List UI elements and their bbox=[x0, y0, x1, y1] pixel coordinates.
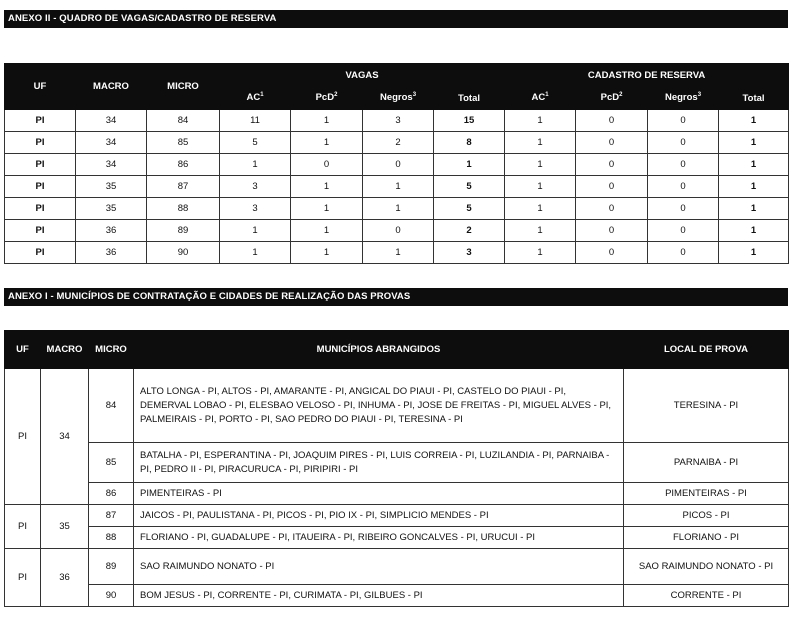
municipios-cell: JAICOS - PI, PAULISTANA - PI, PICOS - PI, PIO IX - PI, SIMPLICIO MENDES - PI bbox=[134, 505, 624, 527]
col-macro: MACRO bbox=[41, 331, 89, 369]
col-cadastro-ac: $AC^1$ bbox=[505, 87, 576, 110]
col-uf: UF bbox=[5, 64, 76, 110]
table-row bbox=[5, 585, 789, 607]
col-vagas-ac: $AC^1$ bbox=[220, 87, 291, 110]
anexo2-title: ANEXO II - QUADRO DE VAGAS/CADASTRO DE RESERVA bbox=[4, 10, 788, 28]
municipios-cell: PIMENTEIRAS - PI bbox=[134, 483, 624, 505]
local-cell: PIMENTEIRAS - PI bbox=[624, 483, 789, 505]
local-cell: TERESINA - PI bbox=[624, 369, 789, 443]
col-cadastro-negros: Negros$^3$ bbox=[648, 87, 719, 110]
anexo1-title: ANEXO I - MUNICÍPIOS DE CONTRATAÇÃO E CIDADES DE REALIZAÇÃO DAS PROVAS bbox=[4, 288, 788, 306]
local-cell: SAO RAIMUNDO NONATO - PI bbox=[624, 549, 789, 585]
micro-cell: 86 bbox=[89, 483, 134, 505]
col-uf: UF bbox=[5, 331, 41, 369]
municipios-cell: ALTO LONGA - PI, ALTOS - PI, AMARANTE - PI, ANGICAL DO PIAUI - PI, CASTELO DO PIAUI - PI, DEMERVAL LOBAO - PI, ELESBAO VELOSO - PI, INHUMA - PI, JOSE DE FREITAS - PI, MIGUEL ALVES - PI, PALMEIRAIS - PI, PORTO - PI, SAO PEDRO DO PIAUI - PI, TERESINA - PI bbox=[134, 369, 624, 443]
col-vagas-pcd: PcD$^2$ bbox=[291, 87, 363, 110]
municipios-cell: FLORIANO - PI, GUADALUPE - PI, ITAUEIRA - PI, RIBEIRO GONCALVES - PI, URUCUI - PI bbox=[134, 527, 624, 549]
col-vagas-total: Total bbox=[434, 87, 505, 110]
micro-cell: 85 bbox=[89, 443, 134, 483]
macro-cell: 35 bbox=[41, 505, 89, 549]
micro-cell: 90 bbox=[89, 585, 134, 607]
municipios-cell: SAO RAIMUNDO NONATO - PI bbox=[134, 549, 624, 585]
macro-cell: 34 bbox=[41, 369, 89, 505]
col-micro: MICRO bbox=[89, 331, 134, 369]
local-cell: FLORIANO - PI bbox=[624, 527, 789, 549]
local-cell: PARNAIBA - PI bbox=[624, 443, 789, 483]
uf-cell: PI bbox=[5, 369, 41, 505]
micro-cell: 87 bbox=[89, 505, 134, 527]
col-cadastro-total: Total bbox=[719, 87, 789, 110]
table-row: PI 34 86 1 0 0 1 1 0 0 1 bbox=[5, 154, 789, 176]
local-cell: PICOS - PI bbox=[624, 505, 789, 527]
table-row bbox=[5, 549, 789, 585]
municipios-cell: BOM JESUS - PI, CORRENTE - PI, CURIMATA - PI, GILBUES - PI bbox=[134, 585, 624, 607]
vagas-table bbox=[4, 63, 789, 264]
micro-cell: 88 bbox=[89, 527, 134, 549]
table-row bbox=[5, 443, 789, 483]
col-municipios: MUNICÍPIOS ABRANGIDOS bbox=[134, 331, 624, 369]
col-group-cadastro: CADASTRO DE RESERVA bbox=[505, 64, 789, 87]
table-row: PI 35 87 3 1 1 5 1 0 0 1 bbox=[5, 176, 789, 198]
col-cadastro-pcd: PcD$^2$ bbox=[576, 87, 648, 110]
table-row: PI 34 85 5 1 2 8 1 0 0 1 bbox=[5, 132, 789, 154]
municipios-cell: BATALHA - PI, ESPERANTINA - PI, JOAQUIM PIRES - PI, LUIS CORREIA - PI, LUZILANDIA - PI, PARNAIBA - PI, PEDRO II - PI, PIRACURUCA - PI, PIRIPIRI - PI bbox=[134, 443, 624, 483]
table-row bbox=[5, 369, 789, 443]
col-local-prova: LOCAL DE PROVA bbox=[624, 331, 789, 369]
table-row bbox=[5, 483, 789, 505]
col-micro: MICRO bbox=[147, 64, 220, 110]
uf-cell: PI bbox=[5, 505, 41, 549]
municipios-table bbox=[4, 330, 789, 607]
col-vagas-negros: Negros$^3$ bbox=[363, 87, 434, 110]
uf-cell: PI bbox=[5, 549, 41, 607]
table-row: PI 36 89 1 1 0 2 1 0 0 1 bbox=[5, 220, 789, 242]
col-group-vagas: VAGAS bbox=[220, 64, 505, 87]
table-row: PI 36 90 1 1 1 3 1 0 0 1 bbox=[5, 242, 789, 264]
table-row bbox=[5, 527, 789, 549]
micro-cell: 89 bbox=[89, 549, 134, 585]
table-row: PI 34 84 11 1 3 15 1 0 0 1 bbox=[5, 110, 789, 132]
col-macro: MACRO bbox=[76, 64, 147, 110]
macro-cell: 36 bbox=[41, 549, 89, 607]
local-cell: CORRENTE - PI bbox=[624, 585, 789, 607]
table-row: PI 35 88 3 1 1 5 1 0 0 1 bbox=[5, 198, 789, 220]
table-row bbox=[5, 505, 789, 527]
micro-cell: 84 bbox=[89, 369, 134, 443]
